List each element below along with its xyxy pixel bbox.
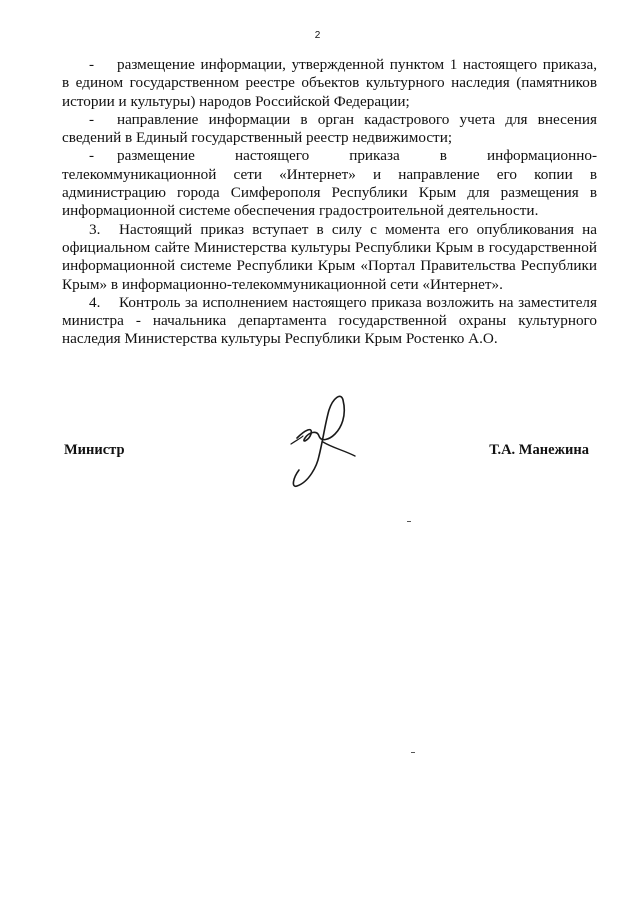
paragraph-number: 4. <box>89 293 101 311</box>
scan-artifact <box>407 521 411 522</box>
paragraph-marker: - <box>89 56 95 73</box>
page-number: 2 <box>314 30 321 41</box>
paragraph-marker: - <box>89 147 95 165</box>
paragraph-dash-2 <box>62 111 597 148</box>
paragraph-marker: - <box>89 110 95 128</box>
paragraph-dash-3 <box>62 147 597 220</box>
paragraph-text: размещение информации, утвержденной пунктом 1 настоящего приказа, в едином государственном реестре объектов культурного наследия (памятников истории и культуры) народов Российской Федерации; <box>62 56 597 110</box>
paragraph-text: Настоящий приказ вступает в силу с момента его опубликования на официальном сайте Министерства культуры Республики Крым в государственной информационной системе Республики Крым «Портал Правительства Республики Крым» в информационно-телекоммуникационной сети «Интернет». <box>62 220 597 293</box>
handwritten-signature-icon <box>283 386 363 490</box>
paragraph-number: 3. <box>89 220 101 238</box>
scan-artifact <box>411 752 415 753</box>
paragraph-text: размещение настоящего приказа в информационно-телекоммуникационной сети «Интернет» и направление его копии в администрацию города Симферополя Республики Крым для размещения в информационной системе обеспечения градостроительной деятельности. <box>62 147 597 220</box>
paragraph-dash-1 <box>62 56 597 111</box>
paragraph-text: направление информации в орган кадастрового учета для внесения сведений в Единый государственный реестр недвижимости; <box>62 110 597 147</box>
signatory-name: Т.А. Манежина <box>489 442 589 458</box>
signatory-title: Министр <box>64 442 125 458</box>
document-body <box>62 56 597 349</box>
paragraph-item-4 <box>62 294 597 349</box>
paragraph-text: Контроль за исполнением настоящего приказа возложить на заместителя министра - начальника департамента государственной охраны культурного наследия Министерства культуры Республики Крым Ростенко А.О. <box>62 293 597 348</box>
paragraph-item-3 <box>62 221 597 294</box>
